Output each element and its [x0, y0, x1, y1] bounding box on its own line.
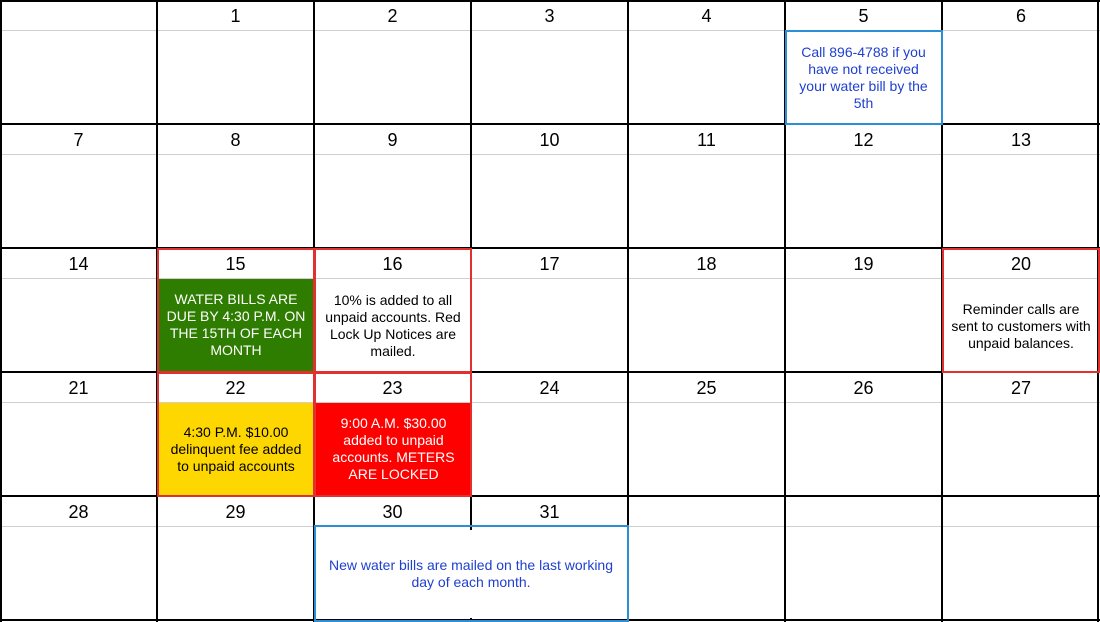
day-cell[interactable] — [942, 496, 1100, 622]
grid-line-vertical — [627, 0, 629, 622]
grid-line-vertical — [1097, 0, 1099, 622]
day-cell[interactable] — [0, 496, 157, 622]
day-cell[interactable] — [628, 248, 785, 372]
header-divider — [785, 526, 942, 527]
day-cell[interactable] — [157, 496, 314, 622]
day-cell[interactable] — [157, 124, 314, 248]
day-number: 9 — [387, 130, 398, 150]
day-cell[interactable] — [942, 372, 1100, 496]
day-cell[interactable] — [314, 124, 471, 248]
day-number: 19 — [853, 254, 874, 274]
day-cell[interactable] — [628, 124, 785, 248]
day-cell[interactable] — [0, 0, 157, 124]
grid-line-vertical — [784, 0, 786, 622]
day-cell[interactable] — [314, 0, 471, 124]
header-divider — [785, 154, 942, 155]
day-number: 4 — [701, 6, 712, 26]
day-number: 13 — [1010, 130, 1032, 150]
day-number: 20 — [1010, 254, 1032, 274]
grid-line-horizontal — [0, 371, 1100, 373]
day-number: 23 — [382, 378, 403, 398]
note-day-23: 9:00 A.M. $30.00 added to unpaid accounts. METERS ARE LOCKED — [316, 403, 471, 495]
header-divider — [314, 526, 471, 527]
header-divider — [942, 526, 1100, 527]
header-divider — [0, 154, 157, 155]
header-divider — [628, 278, 785, 279]
day-number: 31 — [539, 502, 560, 522]
header-divider — [785, 278, 942, 279]
day-cell[interactable] — [471, 372, 628, 496]
day-number: 5 — [858, 6, 869, 26]
header-divider — [471, 30, 628, 31]
day-number: 1 — [230, 6, 241, 26]
header-divider — [0, 526, 157, 527]
day-number: 12 — [853, 130, 874, 150]
grid-line-vertical — [156, 0, 158, 622]
day-number: 15 — [225, 254, 246, 274]
day-number: 22 — [225, 378, 246, 398]
grid-line-vertical — [313, 0, 315, 622]
grid-line-vertical — [0, 0, 2, 622]
day-cell[interactable] — [942, 124, 1100, 248]
day-number: 30 — [382, 502, 403, 522]
day-number: 24 — [539, 378, 560, 398]
header-divider — [628, 30, 785, 31]
day-cell[interactable] — [628, 372, 785, 496]
day-number: 27 — [1010, 378, 1032, 398]
day-cell[interactable] — [785, 496, 942, 622]
day-cell[interactable] — [785, 372, 942, 496]
day-number: 25 — [696, 378, 717, 398]
header-divider — [471, 154, 628, 155]
grid-line-horizontal — [0, 123, 1100, 125]
header-divider — [314, 278, 471, 279]
day-cell[interactable] — [0, 124, 157, 248]
day-cell[interactable] — [942, 0, 1100, 124]
grid-line-horizontal — [0, 495, 1100, 497]
grid-line-horizontal — [0, 247, 1100, 249]
day-cell[interactable] — [0, 248, 157, 372]
note-day-15: WATER BILLS ARE DUE BY 4:30 P.M. ON THE 15TH OF EACH MONTH — [159, 279, 313, 371]
header-divider — [628, 526, 785, 527]
day-number: 28 — [68, 502, 89, 522]
grid-line-horizontal — [0, 0, 1100, 2]
day-cell[interactable] — [785, 124, 942, 248]
header-divider — [157, 30, 314, 31]
header-divider — [471, 526, 628, 527]
header-divider — [314, 30, 471, 31]
day-number: 8 — [230, 130, 241, 150]
day-cell[interactable] — [157, 0, 314, 124]
header-divider — [0, 278, 157, 279]
header-divider — [157, 154, 314, 155]
day-cell[interactable] — [628, 496, 785, 622]
grid-line-vertical — [470, 0, 472, 622]
note-day-16: 10% is added to all unpaid accounts. Red Lock Up Notices are mailed. — [325, 292, 461, 359]
day-number: 21 — [68, 378, 89, 398]
day-number: 18 — [696, 254, 717, 274]
grid-line-vertical — [941, 0, 943, 622]
header-divider — [157, 526, 314, 527]
day-cell[interactable] — [0, 372, 157, 496]
note-day-22: 4:30 P.M. $10.00 delinquent fee added to unpaid accounts — [159, 403, 313, 495]
day-number: 26 — [853, 378, 874, 398]
header-divider — [471, 402, 628, 403]
header-divider — [942, 30, 1100, 31]
note-day-20: Reminder calls are sent to customers with unpaid balances. — [951, 300, 1091, 351]
header-divider — [0, 30, 157, 31]
day-number: 16 — [382, 254, 403, 274]
header-divider — [628, 402, 785, 403]
day-number: 3 — [544, 6, 555, 26]
day-cell[interactable] — [471, 124, 628, 248]
grid-line-horizontal — [0, 619, 1100, 621]
day-cell[interactable] — [785, 248, 942, 372]
note-day-5: Call 896-4788 if you have not received your water bill by the 5th — [799, 43, 928, 111]
day-number: 11 — [697, 130, 716, 150]
day-number: 2 — [387, 6, 398, 26]
day-number: 7 — [73, 130, 84, 150]
header-divider — [471, 278, 628, 279]
day-cell[interactable] — [471, 248, 628, 372]
day-cell[interactable] — [471, 0, 628, 124]
header-divider — [785, 30, 942, 31]
header-divider — [785, 402, 942, 403]
day-number: 6 — [1015, 6, 1026, 26]
day-number: 10 — [539, 130, 560, 150]
day-number: 17 — [539, 254, 560, 274]
header-divider — [942, 278, 1100, 279]
header-divider — [942, 402, 1100, 403]
day-number: 14 — [68, 254, 89, 274]
note-month-end: New water bills are mailed on the last working day of each month. — [318, 530, 624, 618]
header-divider — [942, 154, 1100, 155]
day-cell[interactable] — [628, 0, 785, 124]
header-divider — [314, 154, 471, 155]
header-divider — [628, 154, 785, 155]
header-divider — [0, 402, 157, 403]
day-number: 29 — [225, 502, 246, 522]
